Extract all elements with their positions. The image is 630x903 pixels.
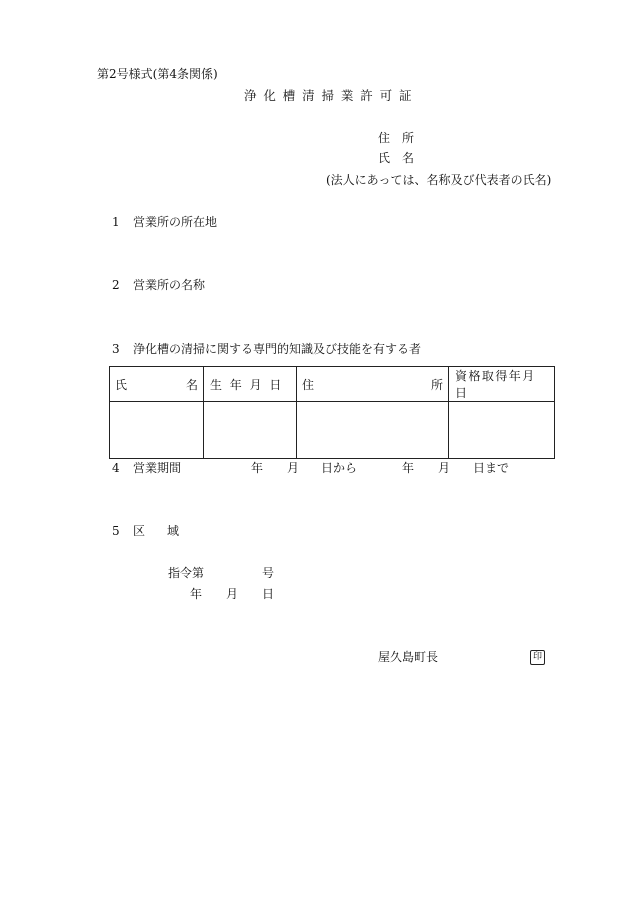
period-month-2: 月 (438, 461, 451, 475)
cell-name (110, 402, 204, 459)
item-3-number: 3 (112, 342, 120, 356)
order-prefix: 指令第 (168, 566, 205, 580)
item-5-number: 5 (112, 524, 120, 538)
period-month-1: 月 (287, 461, 300, 475)
area-label-b: 域 (167, 524, 180, 538)
holder-name-label: 氏 名 (378, 151, 415, 165)
period-label: 営業期間 (133, 461, 182, 475)
order-year: 年 (190, 587, 203, 601)
item-1-number: 1 (112, 215, 120, 229)
header-address-b: 所 (430, 377, 443, 392)
header-qualification-label: 資格取得年月日 (455, 369, 536, 400)
cell-birth (204, 402, 297, 459)
header-birth (204, 367, 297, 402)
header-birth-text (204, 376, 296, 393)
period-from: 日から (321, 461, 358, 475)
header-name (110, 367, 204, 402)
period-year-2: 年 (402, 461, 415, 475)
cell-qualification-date (449, 402, 555, 459)
header-qualification-date (449, 367, 555, 402)
item-1-label: 営業所の所在地 (133, 215, 218, 229)
form-number: 第2号様式(第4条関係) (97, 67, 218, 81)
header-name-a: 氏 (115, 377, 128, 392)
item-2-number: 2 (112, 278, 120, 292)
period-to: 日まで (473, 461, 510, 475)
holder-note: (法人にあっては、名称及び代表者の氏名) (326, 173, 552, 187)
holder-address-label: 住 所 (378, 131, 415, 145)
item-2-label: 営業所の名称 (133, 278, 206, 292)
header-birth-label: 生年月日 (210, 377, 290, 392)
period-year-1: 年 (251, 461, 264, 475)
table-row (110, 402, 555, 459)
order-day: 日 (262, 587, 275, 601)
table-header-row (110, 367, 555, 402)
header-name-b: 名 (185, 377, 198, 392)
personnel-table (109, 366, 555, 459)
header-address (297, 367, 449, 402)
seal-mark: 印 (532, 652, 542, 662)
header-address-a: 住 (302, 377, 315, 392)
issuer-seal (530, 650, 545, 665)
order-month: 月 (226, 587, 239, 601)
item-3-label: 浄化槽の清掃に関する専門的知識及び技能を有する者 (133, 342, 422, 356)
page-title: 浄化槽清掃業許可証 (244, 88, 419, 103)
area-label-a: 区 (133, 524, 146, 538)
item-4-number: 4 (112, 461, 120, 475)
issuer-name: 屋久島町長 (378, 650, 439, 664)
cell-address (297, 402, 449, 459)
order-suffix: 号 (262, 566, 275, 580)
